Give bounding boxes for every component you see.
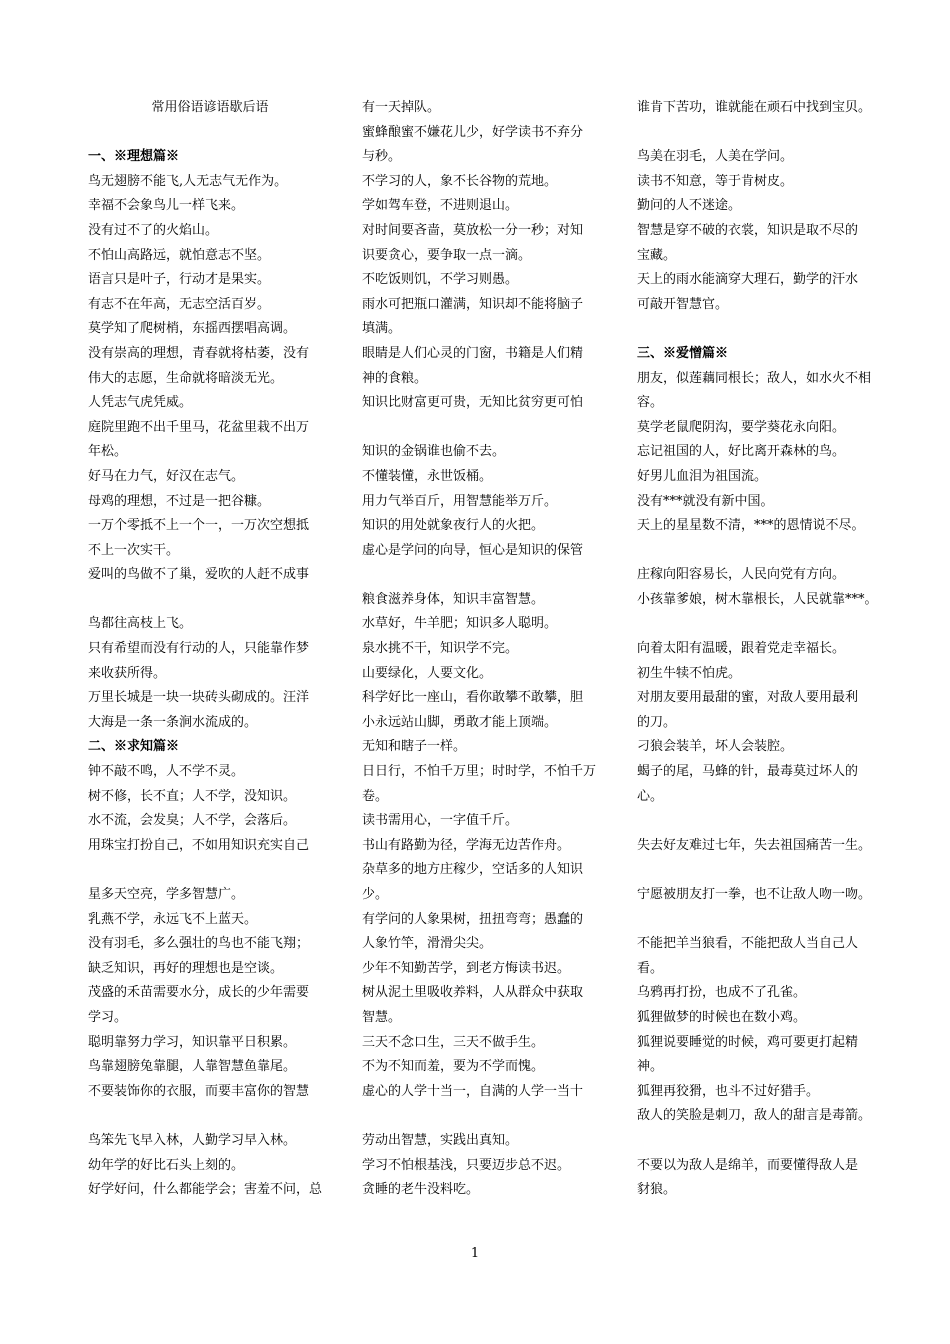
text-line: 少年不知勤苦学，到老方悔读书迟。 (362, 960, 571, 976)
text-line: 不怕山高路远，就怕意志不坚。 (88, 247, 271, 263)
text-line: 雨水可把瓶口灌满，知识却不能将脑子 (362, 296, 584, 312)
text-line: 刁狼会装羊，坏人会装腔。 (637, 739, 794, 755)
blank-line (88, 858, 332, 883)
text-line: 没有***就没有新中国。 (637, 493, 774, 509)
blank-line (362, 1104, 606, 1129)
blank-line (362, 416, 606, 441)
text-line: 知识的用处就象夜行人的火把。 (362, 518, 545, 534)
blank-line (637, 809, 881, 834)
text-line: 知识的金锅谁也偷不去。 (362, 444, 506, 460)
blank-line (637, 539, 881, 564)
text-line: 乌鸦再打扮，也成不了孔雀。 (637, 985, 807, 1001)
text-line: 乳燕不学，永远飞不上蓝天。 (88, 911, 258, 927)
blank-line (637, 612, 881, 637)
text-line: 鸟美在羽毛，人美在学问。 (637, 149, 794, 165)
text-line: 不懂装懂，永世饭桶。 (362, 468, 493, 484)
text-line: 学习不怕根基浅，只要迈步总不迟。 (362, 1157, 571, 1173)
page-number: 1 (470, 1246, 480, 1261)
text-line: 万里长城是一块一块砖头砌成的。汪洋 (88, 690, 310, 706)
text-line: 庄稼向阳容易长，人民向党有方向。 (637, 567, 846, 583)
text-line: 莫学知了爬树梢，东摇西摆唱高调。 (88, 321, 297, 337)
column-left (88, 96, 332, 1203)
text-line: 不上一次实干。 (88, 542, 180, 558)
text-line: 可敲开智慧官。 (637, 296, 729, 312)
text-line: 读书不知意，等于肯树皮。 (637, 173, 794, 189)
text-line: 对时间要吝啬，莫放松一分一秒；对知 (362, 222, 584, 238)
blank-line (637, 317, 881, 342)
text-line: 豺狼。 (637, 1182, 677, 1198)
text-line: 贪睡的老牛没料吃。 (362, 1182, 480, 1198)
blank-line (88, 1104, 332, 1129)
text-line: 识要贪心，要争取一点一滴。 (362, 247, 532, 263)
text-line: 好学好问，什么都能学会；害羞不问，总 (88, 1182, 323, 1198)
text-line: 学习。 (88, 1009, 128, 1025)
text-line: 日日行，不怕千万里；时时学，不怕千万 (362, 764, 597, 780)
text-line: 鸟无翅膀不能飞,人无志气无作为。 (88, 173, 288, 189)
text-line: 眼睛是人们心灵的门窗，书籍是人们精 (362, 345, 584, 361)
blank-line (637, 1129, 881, 1154)
text-line: 敌人的笑脸是刺刀，敌人的甜言是毒箭。 (637, 1108, 872, 1124)
text-line: 山要绿化，人要文化。 (362, 665, 493, 681)
blank-line (88, 121, 332, 146)
text-line: 幼年学的好比石头上刻的。 (88, 1157, 245, 1173)
blank-line (637, 121, 881, 146)
text-line: 有学问的人象果树，扭扭弯弯；愚蠢的 (362, 911, 584, 927)
text-line: 蜜蜂酿蜜不嫌花儿少，好学读书不弃分 (362, 124, 584, 140)
text-line: 小孩靠爹娘，树木靠根长，人民就靠***。 (637, 591, 878, 607)
text-line: 树从泥土里吸收养料，人从群众中获取 (362, 985, 584, 1001)
text-line: 狐狸再狡猾，也斗不过好猎手。 (637, 1083, 820, 1099)
text-line: 宁愿被朋友打一拳，也不让敌人吻一吻。 (637, 887, 872, 902)
text-line: 水草好，牛羊肥；知识多人聪明。 (362, 616, 558, 632)
text-line: 星多天空亮，学多智慧广。 (88, 887, 245, 902)
text-line: 的刀。 (637, 714, 677, 730)
text-line: 缺乏知识，再好的理想也是空谈。 (88, 960, 284, 976)
text-line: 年松。 (88, 444, 128, 460)
text-line: 杂草多的地方庄稼少，空话多的人知识 (362, 862, 584, 878)
text-line: 狐狸说要睡觉的时候，鸡可要更打起精 (637, 1034, 859, 1050)
section-heading: 三、※爱憎篇※ (637, 345, 729, 361)
text-line: 对朋友要用最甜的蜜，对敌人要用最利 (637, 690, 859, 706)
text-line: 钟不敲不鸣，人不学不灵。 (88, 764, 245, 780)
text-line: 不为不知而羞，要为不学而愧。 (362, 1059, 545, 1075)
text-line: 大海是一条一条涧水流成的。 (88, 714, 258, 730)
text-line: 心。 (637, 788, 664, 804)
text-line: 人象竹竿，滑滑尖尖。 (362, 936, 493, 952)
text-line: 无知和瞎子一样。 (362, 739, 467, 755)
text-line: 谁肯下苦功，谁就能在顽石中找到宝贝。 (637, 100, 872, 115)
text-line: 树不修，长不直；人不学，没知识。 (88, 788, 297, 804)
text-line: 书山有路勤为径，学海无边苦作舟。 (362, 837, 571, 853)
text-line: 鸟都往高枝上飞。 (88, 616, 193, 632)
text-line: 勤问的人不迷途。 (637, 198, 742, 214)
text-line: 庭院里跑不出千里马，花盆里栽不出万 (88, 419, 310, 435)
text-line: 少。 (362, 887, 389, 902)
text-line: 神。 (637, 1059, 664, 1075)
text-line: 有一天掉队。 (362, 100, 441, 115)
text-line: 容。 (637, 395, 664, 411)
text-line: 好男儿血泪为祖国流。 (637, 468, 768, 484)
text-line: 没有过不了的火焰山。 (88, 222, 219, 238)
text-line: 狐狸做梦的时候也在数小鸡。 (637, 1009, 807, 1025)
column-right (637, 96, 881, 1203)
text-line: 朋友，似莲藕同根长；敌人，如水火不相 (637, 370, 872, 386)
text-line: 学如驾车登，不进则退山。 (362, 198, 519, 214)
text-line: 知识比财富更可贵，无知比贫穷更可怕 (362, 395, 584, 411)
text-line: 天上的星星数不清，***的恩情说不尽。 (637, 518, 865, 534)
blank-line (362, 563, 606, 588)
text-line: 蝎子的尾，马蜂的针，最毒莫过坏人的 (637, 764, 859, 780)
text-line: 没有崇高的理想，青春就将枯萎，没有 (88, 345, 310, 361)
text-line: 粮食滋养身体，知识丰富智慧。 (362, 591, 545, 607)
document-title: 常用俗语谚语歇后语 (151, 100, 269, 115)
column-middle (362, 96, 606, 1203)
text-line: 虚心的人学十当一，自满的人学一当十 (362, 1083, 584, 1099)
text-line: 三天不念口生，三天不做手生。 (362, 1034, 545, 1050)
text-line: 与秒。 (362, 149, 402, 165)
text-line: 不吃饭则饥，不学习则愚。 (362, 272, 519, 288)
text-line: 神的食粮。 (362, 370, 428, 386)
text-line: 不能把羊当狼看，不能把敌人当自己人 (637, 936, 859, 952)
text-line: 用力气举百斤，用智慧能举万斤。 (362, 493, 558, 509)
text-line: 爱叫的鸟做不了巢，爱吹的人赶不成事 (88, 567, 310, 583)
text-line: 伟大的志愿，生命就将暗淡无光。 (88, 370, 284, 386)
text-line: 没有羽毛，多么强壮的鸟也不能飞翔； (88, 936, 310, 952)
text-line: 初生牛犊不怕虎。 (637, 665, 742, 681)
text-line: 卷。 (362, 788, 389, 804)
blank-line (637, 908, 881, 933)
text-line: 智慧是穿不破的衣裳，知识是取不尽的 (637, 222, 859, 238)
text-line: 劳动出智慧，实践出真知。 (362, 1132, 519, 1148)
text-line: 有志不在年高，无志空活百岁。 (88, 296, 271, 312)
text-line: 向着太阳有温暖，跟着党走幸福长。 (637, 641, 846, 657)
text-line: 虚心是学问的向导，恒心是知识的保管 (362, 542, 584, 558)
text-line: 宝藏。 (637, 247, 677, 263)
text-line: 看。 (637, 960, 664, 976)
text-line: 母鸡的理想，不过是一把谷糠。 (88, 493, 271, 509)
text-line: 鸟靠翅膀兔靠腿，人靠智慧鱼靠尾。 (88, 1059, 297, 1075)
text-line: 科学好比一座山，看你敢攀不敢攀，胆 (362, 690, 584, 706)
text-line: 只有希望而没有行动的人，只能靠作梦 (88, 641, 310, 657)
text-line: 语言只是叶子，行动才是果实。 (88, 272, 271, 288)
section-heading: 一、※理想篇※ (88, 149, 180, 165)
text-line: 好马在力气，好汉在志气。 (88, 468, 245, 484)
text-line: 用珠宝打扮自己，不如用知识充实自己 (88, 837, 310, 853)
text-line: 聪明靠努力学习，知识靠平日积累。 (88, 1034, 297, 1050)
text-line: 茂盛的禾苗需要水分，成长的少年需要 (88, 985, 310, 1001)
text-line: 泉水挑不干，知识学不完。 (362, 641, 519, 657)
text-line: 读书需用心，一字值千斤。 (362, 813, 519, 829)
text-line: 智慧。 (362, 1009, 402, 1025)
text-line: 天上的雨水能滴穿大理石，勤学的汗水 (637, 272, 859, 288)
text-line: 填满。 (362, 321, 402, 337)
text-line: 不学习的人，象不长谷物的荒地。 (362, 173, 558, 189)
text-line: 人凭志气虎凭威。 (88, 395, 193, 411)
blank-line (88, 588, 332, 613)
text-line: 不要以为敌人是绵羊，而要懂得敌人是 (637, 1157, 859, 1173)
text-line: 失去好友难过七年，失去祖国痛苦一生。 (637, 837, 872, 853)
text-line: 不要装饰你的衣服，而要丰富你的智慧 (88, 1083, 310, 1099)
blank-line (637, 858, 881, 883)
text-line: 小永远站山脚，勇敢才能上顶端。 (362, 714, 558, 730)
section-heading: 二、※求知篇※ (88, 739, 180, 755)
text-line: 水不流，会发臭；人不学，会落后。 (88, 813, 297, 829)
text-line: 一万个零抵不上一个一，一万次空想抵 (88, 518, 310, 534)
text-line: 忘记祖国的人，好比离开森林的鸟。 (637, 444, 846, 460)
text-line: 来收获所得。 (88, 665, 167, 681)
text-line: 幸福不会象鸟儿一样飞来。 (88, 198, 245, 214)
text-line: 莫学老鼠爬阴沟，要学葵花永向阳。 (637, 419, 846, 435)
text-line: 鸟笨先飞早入林，人勤学习早入林。 (88, 1132, 297, 1148)
